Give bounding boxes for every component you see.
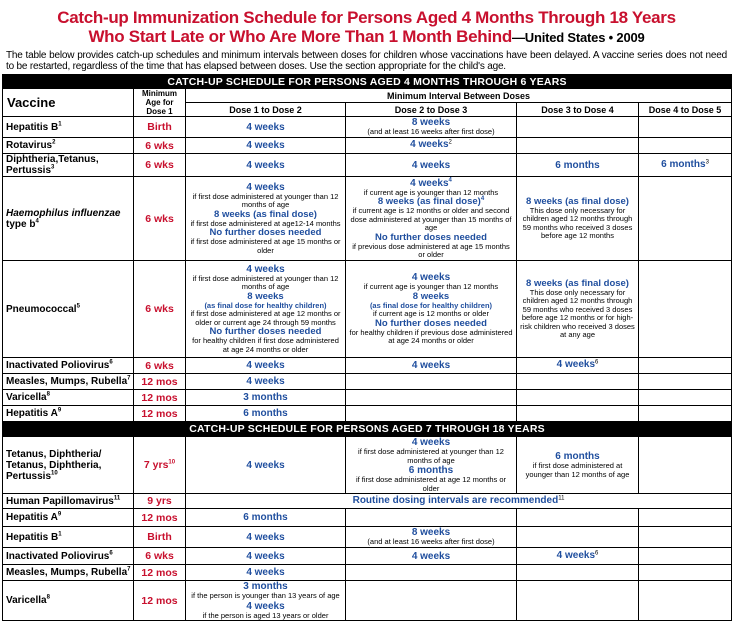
interval-d12 <box>186 374 346 390</box>
interval-d12 <box>186 358 346 374</box>
interval-value: 4 weeks <box>246 376 285 387</box>
vaccine-label-italic: Haemophilus influenzae <box>6 207 121 219</box>
header-dose4-5: Dose 4 to Dose 5 <box>639 103 732 117</box>
vaccine-label: type b <box>6 218 36 230</box>
interval-value: 4 weeks <box>246 550 285 562</box>
interval-value: 6 months <box>555 451 600 462</box>
interval-d34 <box>517 548 639 565</box>
vaccine-label: Hepatitis A <box>6 408 58 419</box>
title-suffix: —United States • 2009 <box>511 30 645 45</box>
section2-title: CATCH-UP SCHEDULE FOR PERSONS AGED 7 THROUGH 18 YEARS <box>3 422 732 437</box>
interval-value: 8 weeks <box>411 527 451 539</box>
min-age: 12 mos <box>134 374 186 390</box>
interval-value: 4 weeks <box>556 359 596 371</box>
vaccine-name <box>3 374 134 390</box>
min-age: Birth <box>134 527 186 548</box>
min-age: 6 wks <box>134 177 186 261</box>
table-row <box>3 565 732 581</box>
interval-value: 4 weeks <box>411 272 451 284</box>
interval-d45 <box>639 374 732 390</box>
footnote-ref: 6 <box>109 359 113 366</box>
interval-value: 4 weeks <box>246 360 285 371</box>
interval-value: 6 months <box>243 512 288 523</box>
vaccine-name <box>3 437 134 494</box>
footnote-ref: 11 <box>113 495 121 502</box>
interval-note: if first dose administered at younger than 12 months of age <box>358 447 504 465</box>
header-row-1 <box>3 89 732 103</box>
interval-d23 <box>346 437 517 494</box>
interval-value: 4 weeks <box>410 139 449 151</box>
interval-subtitle: (as final dose for healthy children) <box>369 300 493 310</box>
interval-value: 4 weeks <box>411 437 451 448</box>
interval-value: 4 weeks <box>411 360 451 371</box>
vaccine-name <box>3 117 134 138</box>
interval-value-text: 8 weeks (as final dose) <box>377 196 481 207</box>
footnote-ref: 5 <box>76 303 80 310</box>
interval-note: This dose only necessary for children aged 12 months through 59 months who received 3 doses before age 12 months <box>522 205 633 240</box>
interval-d34 <box>517 117 639 138</box>
min-age-value: 7 yrs <box>143 459 169 471</box>
interval-value: 6 months <box>661 158 706 170</box>
vaccine-label: Pertussis <box>6 470 52 482</box>
interval-d12 <box>186 390 346 406</box>
interval-d45 <box>639 509 732 527</box>
interval-note: if the person is younger than 13 years of age <box>191 591 340 600</box>
interval-d34 <box>517 154 639 177</box>
min-age: 6 wks <box>134 154 186 177</box>
table-row <box>3 177 732 261</box>
interval-note: if first dose administered at age 12 months or older <box>355 475 507 493</box>
footnote-ref: 9 <box>57 511 62 518</box>
vaccine-label: Varicella <box>6 392 47 403</box>
vaccine-name <box>3 565 134 581</box>
interval-d45 <box>639 154 732 177</box>
interval-d23 <box>346 390 517 406</box>
interval-value: 8 weeks <box>247 290 284 302</box>
interval-d23 <box>346 261 517 358</box>
interval-value: 6 months <box>243 408 288 419</box>
interval-d12 <box>186 527 346 548</box>
page-title-line2 <box>2 27 731 47</box>
interval-note: if first dose administered at younger than 12 months of age <box>525 461 630 479</box>
interval-d12 <box>186 509 346 527</box>
interval-value: 4 weeks <box>246 181 285 193</box>
interval-d34 <box>517 509 639 527</box>
table-row <box>3 374 732 390</box>
vaccine-label: Hepatitis B <box>6 531 59 543</box>
vaccine-name <box>3 358 134 374</box>
min-age: 12 mos <box>134 406 186 422</box>
schedule-table <box>2 74 732 621</box>
vaccine-label: Human Papillomavirus <box>6 495 114 507</box>
interval-d34 <box>517 358 639 374</box>
footnote-ref: 10 <box>51 470 58 477</box>
interval-d12 <box>186 548 346 565</box>
footnote-ref: 1 <box>58 121 62 128</box>
min-age: Birth <box>134 117 186 138</box>
interval-d23 <box>346 358 517 374</box>
interval-note: for healthy children if previous dose administered at age 24 months or older <box>349 327 513 346</box>
vaccine-label: Rotavirus <box>6 140 53 151</box>
interval-value: 4 weeks <box>556 549 596 561</box>
vaccine-name <box>3 548 134 565</box>
section2-header <box>3 422 732 437</box>
table-row <box>3 581 732 621</box>
section1-header <box>3 75 732 89</box>
footnote-ref: 4 <box>448 177 452 184</box>
vaccine-name <box>3 261 134 358</box>
footnote-ref: 4 <box>35 218 39 225</box>
interval-d45 <box>639 437 732 494</box>
vaccine-name <box>3 390 134 406</box>
title-line2-text: Who Start Late or Who Are More Than 1 Month Behind <box>88 27 512 46</box>
interval-d45 <box>639 527 732 548</box>
interval-d12 <box>186 437 346 494</box>
interval-value: 4 weeks <box>246 531 285 543</box>
header-vaccine: Vaccine <box>3 89 134 117</box>
interval-d23 <box>346 406 517 422</box>
min-age: 6 wks <box>134 261 186 358</box>
table-row <box>3 154 732 177</box>
table-row <box>3 138 732 154</box>
interval-d23 <box>346 581 517 621</box>
interval-value: 6 months <box>408 465 454 476</box>
footnote-ref: 7 <box>127 566 131 573</box>
interval-routine <box>186 494 732 509</box>
footnote-ref: 4 <box>480 195 485 202</box>
vaccine-label: Measles, Mumps, Rubella <box>6 376 128 387</box>
interval-d45 <box>639 406 732 422</box>
header-dose1-2: Dose 1 to Dose 2 <box>186 103 346 117</box>
schedule-page <box>0 8 733 620</box>
interval-d34 <box>517 581 639 621</box>
interval-d23 <box>346 138 517 154</box>
interval-note: if first dose administered at age12-14 months <box>190 218 341 228</box>
interval-d34 <box>517 390 639 406</box>
interval-note: if first dose administered at age 12 months or older or current age 24 through 59 months <box>190 309 341 327</box>
interval-d23 <box>346 527 517 548</box>
interval-value: 3 months <box>243 392 288 403</box>
min-age: 6 wks <box>134 358 186 374</box>
vaccine-label: Tetanus, Diphtheria/ <box>6 448 102 460</box>
interval-d12 <box>186 565 346 581</box>
section1-title: CATCH-UP SCHEDULE FOR PERSONS AGED 4 MONTHS THROUGH 6 YEARS <box>3 75 732 89</box>
interval-subtitle: (as final dose for healthy children) <box>204 300 327 310</box>
footnote-ref: 9 <box>57 407 62 414</box>
interval-value: 4 weeks <box>246 140 285 151</box>
interval-d12 <box>186 117 346 138</box>
interval-note: if first dose administered at younger than 12 months of age <box>192 273 339 292</box>
interval-d12 <box>186 406 346 422</box>
interval-value: Routine dosing intervals are recommended <box>352 494 559 506</box>
table-row <box>3 390 732 406</box>
interval-note: if current age is younger than 12 months <box>363 187 499 197</box>
interval-value: 4 weeks <box>411 550 451 562</box>
interval-value: 3 months <box>243 581 288 592</box>
interval-value: 6 months <box>555 159 600 171</box>
footnote-ref: 3 <box>51 164 55 171</box>
interval-d45 <box>639 548 732 565</box>
vaccine-name <box>3 406 134 422</box>
vaccine-label: Pneumococcal <box>6 303 77 315</box>
interval-d23 <box>346 374 517 390</box>
footnote-ref: 10 <box>168 459 176 466</box>
interval-d23 <box>346 509 517 527</box>
footnote-ref: 11 <box>558 495 565 502</box>
footnote-ref: 6 <box>595 550 599 557</box>
footnote-ref: 2 <box>52 139 56 146</box>
footnote-ref: 2 <box>448 139 452 146</box>
vaccine-name <box>3 154 134 177</box>
vaccine-label: Hepatitis A <box>6 512 58 523</box>
vaccine-label: Tetanus, Diphtheria, <box>6 459 102 471</box>
interval-value: 8 weeks <box>411 117 451 129</box>
table-row <box>3 437 732 494</box>
min-age: 12 mos <box>134 581 186 621</box>
interval-note: if current age is younger than 12 months <box>363 282 499 292</box>
interval-d23 <box>346 177 517 261</box>
min-age: 6 wks <box>134 138 186 154</box>
header-min-interval: Minimum Interval Between Doses <box>186 89 732 103</box>
intro-text: The table below provides catch-up schedules and minimum intervals between doses for children whose vaccinations have been delayed. A vaccine series does not need to be restarted, regardless of the time that has elapsed between doses. Use the section appropriate for the child's age. <box>6 50 727 72</box>
interval-d12 <box>186 581 346 621</box>
interval-d34 <box>517 261 639 358</box>
interval-d45 <box>639 565 732 581</box>
vaccine-label: Varicella <box>6 595 47 606</box>
min-age: 12 mos <box>134 509 186 527</box>
interval-d23 <box>346 117 517 138</box>
interval-d23 <box>346 565 517 581</box>
min-age: 12 mos <box>134 565 186 581</box>
vaccine-label: Diphtheria,Tetanus, Pertussis <box>6 154 99 176</box>
interval-d34 <box>517 437 639 494</box>
footnote-ref: 6 <box>595 359 599 366</box>
table-row <box>3 406 732 422</box>
min-age: 6 wks <box>134 548 186 565</box>
table-row <box>3 117 732 138</box>
interval-note: (and at least 16 weeks after first dose) <box>367 537 495 547</box>
interval-d12 <box>186 154 346 177</box>
interval-d45 <box>639 390 732 406</box>
header-min-age: Minimum Age for Dose 1 <box>134 89 186 117</box>
interval-d34 <box>517 138 639 154</box>
interval-value: 4 weeks <box>246 459 285 471</box>
vaccine-name <box>3 509 134 527</box>
interval-value: 4 weeks <box>246 121 285 133</box>
vaccine-name <box>3 138 134 154</box>
interval-note: if current age is 12 months or older <box>373 309 489 319</box>
interval-value: 4 weeks <box>411 159 451 171</box>
interval-value: No further doses needed <box>209 227 322 239</box>
footnote-ref: 8 <box>46 594 50 601</box>
table-row <box>3 509 732 527</box>
interval-d45 <box>639 177 732 261</box>
vaccine-name <box>3 581 134 621</box>
interval-value: No further doses needed <box>375 231 487 243</box>
interval-d45 <box>639 261 732 358</box>
interval-value <box>348 178 514 189</box>
interval-value: 4 weeks <box>246 263 285 275</box>
interval-note: if previous dose administered at age 15 months or older <box>352 241 510 259</box>
interval-note: (and at least 16 weeks after first dose) <box>367 127 495 137</box>
footnote-ref: 8 <box>46 391 50 398</box>
table-row <box>3 261 732 358</box>
vaccine-name <box>3 527 134 548</box>
table-row <box>3 548 732 565</box>
interval-d34 <box>517 374 639 390</box>
interval-note: if the person is aged 13 years or older <box>202 610 329 620</box>
interval-d23 <box>346 154 517 177</box>
interval-note: for healthy children if first dose administered at age 24 months or older <box>192 336 339 354</box>
vaccine-label: Measles, Mumps, Rubella <box>6 567 128 578</box>
interval-value: 8 weeks (as final dose) <box>526 195 629 207</box>
interval-value: 4 weeks <box>246 567 285 578</box>
interval-value: No further doses needed <box>209 326 322 338</box>
interval-note: if current age is 12 months or older and second dose administered at younger than 15 months of age <box>350 206 512 232</box>
interval-note: if first dose administered at age 15 months or older <box>190 237 341 255</box>
interval-d12 <box>186 177 346 261</box>
interval-d34 <box>517 177 639 261</box>
min-age: 9 yrs <box>134 494 186 509</box>
interval-d12 <box>186 261 346 358</box>
min-age <box>134 437 186 494</box>
interval-value: No further doses needed <box>375 317 487 329</box>
table-row <box>3 527 732 548</box>
interval-d34 <box>517 406 639 422</box>
vaccine-label: Inactivated Poliovirus <box>6 360 110 371</box>
interval-value: 8 weeks (as final dose) <box>526 277 629 289</box>
page-title-line1: Catch-up Immunization Schedule for Persons Aged 4 Months Through 18 Years <box>57 8 676 27</box>
interval-d12 <box>186 138 346 154</box>
interval-d45 <box>639 138 732 154</box>
interval-value-text: 4 weeks <box>410 177 449 189</box>
interval-value: 4 weeks <box>246 159 285 171</box>
interval-d34 <box>517 565 639 581</box>
header-dose2-3: Dose 2 to Dose 3 <box>346 103 517 117</box>
vaccine-name <box>3 177 134 261</box>
header-dose3-4: Dose 3 to Dose 4 <box>517 103 639 117</box>
interval-d34 <box>517 527 639 548</box>
interval-d45 <box>639 117 732 138</box>
interval-value: 8 weeks <box>412 290 450 302</box>
footnote-ref: 3 <box>705 159 709 166</box>
footnote-ref: 1 <box>58 531 62 538</box>
min-age: 12 mos <box>134 390 186 406</box>
footnote-ref: 6 <box>109 550 113 557</box>
interval-note: This dose only necessary for children aged 12 months through 59 months who received 3 doses before age 12 months or for high-risk children who received 3 doses at any age <box>520 287 635 339</box>
table-row <box>3 358 732 374</box>
vaccine-label: Hepatitis B <box>6 121 59 133</box>
footnote-ref: 7 <box>127 375 131 382</box>
interval-d23 <box>346 548 517 565</box>
vaccine-label: Inactivated Poliovirus <box>6 550 110 562</box>
vaccine-name <box>3 494 134 509</box>
table-row <box>3 494 732 509</box>
interval-d45 <box>639 581 732 621</box>
interval-d45 <box>639 358 732 374</box>
interval-value: 4 weeks <box>246 600 285 612</box>
interval-value: 8 weeks (as final dose) <box>214 208 317 220</box>
interval-note: if first dose administered at younger than 12 months of age <box>192 191 339 210</box>
